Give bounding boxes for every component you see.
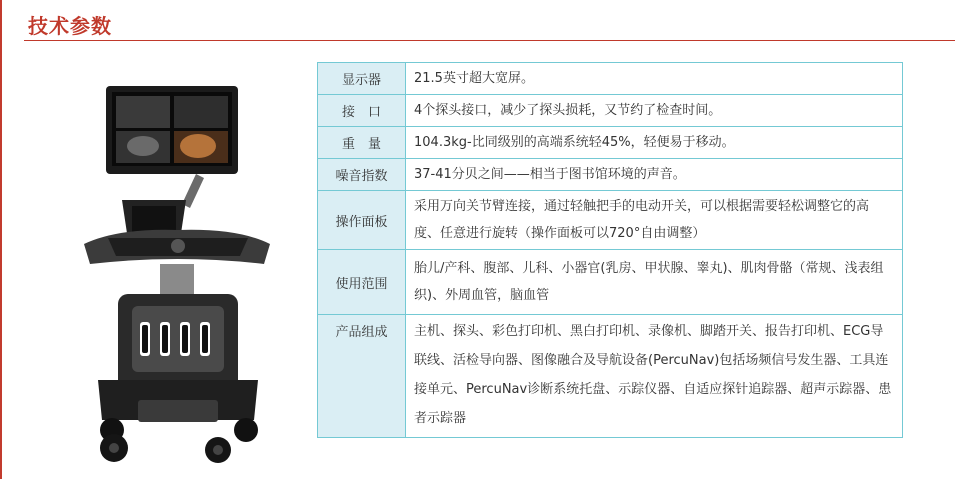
spec-row-interface (318, 95, 903, 127)
spec-label: 重 量 (318, 127, 406, 159)
spec-value: 104.3kg-比同级别的高端系统轻45%，轻便易于移动。 (406, 127, 903, 159)
spec-label: 使用范围 (318, 250, 406, 315)
spec-row-control-panel (318, 191, 903, 250)
spec-label: 噪音指数 (318, 159, 406, 191)
spec-label: 接 口 (318, 95, 406, 127)
spec-row-weight (318, 127, 903, 159)
spec-row-components (318, 315, 903, 438)
spec-value: 21.5英寸超大宽屏。 (406, 63, 903, 95)
heading-divider (24, 40, 955, 41)
spec-table (317, 62, 903, 438)
spec-label: 显示器 (318, 63, 406, 95)
spec-label: 操作面板 (318, 191, 406, 250)
spec-value: 4个探头接口，减少了探头损耗，又节约了检查时间。 (406, 95, 903, 127)
spec-value: 采用万向关节臂连接，通过轻触把手的电动开关，可以根据需要轻松调整它的高度、任意进行旋转（操作面板可以720°自由调整） (406, 191, 903, 250)
spec-row-noise (318, 159, 903, 191)
spec-row-display (318, 63, 903, 95)
page-left-border (0, 0, 2, 479)
spec-value: 主机、探头、彩色打印机、黑白打印机、录像机、脚踏开关、报告打印机、ECG导联线、活检导向器、图像融合及导航设备(PercuNav)包括场频信号发生器、工具连接单元、PercuNav诊断系统托盘、示踪仪器、自适应探针追踪器、超声示踪器、患者示踪器 (406, 315, 903, 438)
ultrasound-machine-image (78, 80, 278, 465)
spec-value: 37-41分贝之间——相当于图书馆环境的声音。 (406, 159, 903, 191)
spec-label: 产品组成 (318, 315, 406, 438)
section-heading: 技术参数 (28, 14, 112, 38)
spec-row-usage (318, 250, 903, 315)
spec-value: 胎儿/产科、腹部、儿科、小器官(乳房、甲状腺、睾丸)、肌肉骨骼（常规、浅表组织)、外周血管，脑血管 (406, 250, 903, 315)
